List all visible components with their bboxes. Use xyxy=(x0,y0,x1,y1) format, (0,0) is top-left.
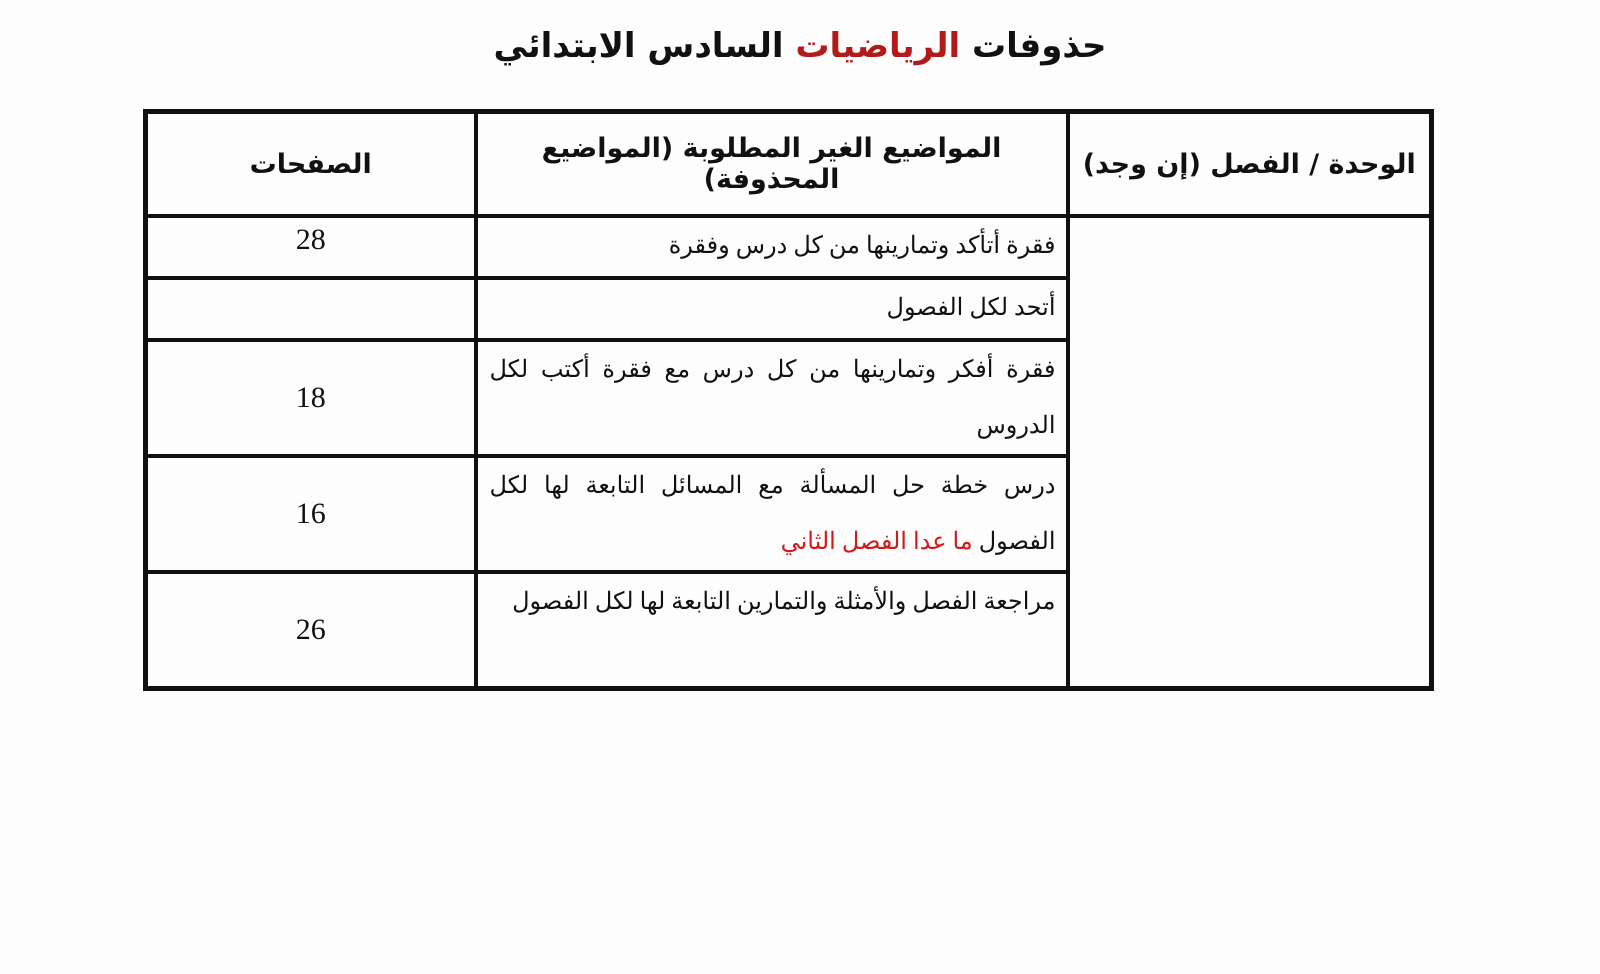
topic-text: درس خطة حل المسألة مع المسائل التابعة لها لكل الفصول xyxy=(489,473,1056,555)
title-part-3: السادس الابتدائي xyxy=(493,26,784,66)
topic-cell: فقرة أتأكد وتمارينها من كل درس وفقرة xyxy=(476,216,1068,278)
topic-exception-note: ما عدا الفصل الثاني xyxy=(780,529,973,555)
header-topics: المواضيع الغير المطلوبة (المواضيع المحذوفة) xyxy=(476,112,1068,217)
unit-cell xyxy=(1068,216,1432,689)
table-row xyxy=(146,216,1432,278)
topic-cell xyxy=(476,456,1068,572)
table-header-row xyxy=(146,112,1432,217)
topic-cell: أتحد لكل الفصول xyxy=(476,278,1068,340)
pages-cell xyxy=(146,278,476,340)
pages-cell: 18 xyxy=(146,340,476,456)
deletions-table xyxy=(143,109,1434,691)
header-unit: الوحدة / الفصل (إن وجد) xyxy=(1068,112,1432,217)
topic-cell: فقرة أفكر وتمارينها من كل درس مع فقرة أكتب لكل الدروس xyxy=(476,340,1068,456)
title-subject: الرياضيات xyxy=(795,26,961,66)
title-part-1: حذوفات xyxy=(972,26,1107,66)
topic-cell: مراجعة الفصل والأمثلة والتمارين التابعة لها لكل الفصول xyxy=(476,572,1068,689)
pages-cell: 16 xyxy=(146,456,476,572)
pages-cell: 28 xyxy=(146,216,476,278)
header-pages: الصفحات xyxy=(146,112,476,217)
pages-cell: 26 xyxy=(146,572,476,689)
page-title xyxy=(0,18,1600,74)
